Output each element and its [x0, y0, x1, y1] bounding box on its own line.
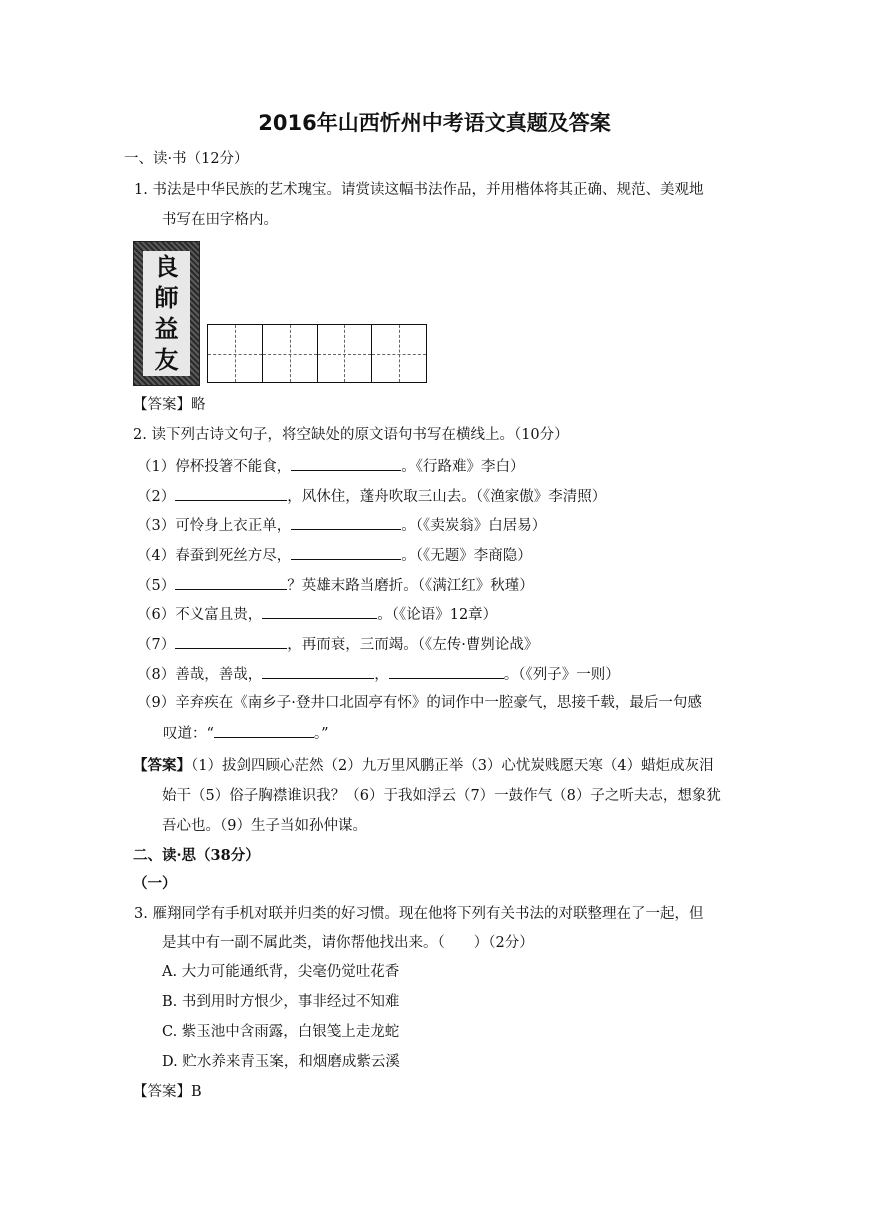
tianzige-cell[interactable]	[371, 325, 426, 382]
answer-blank[interactable]	[291, 514, 401, 530]
q2-item-4: （4）春蚕到死丝方尽， 。（《无题》李商隐）	[137, 544, 532, 566]
q3-option-a: A. 大力可能通纸背，尖毫仍觉吐花香	[162, 964, 400, 980]
q1-stem-line1: 1. 书法是中华民族的艺术瑰宝。请赏读这幅书法作品，并用楷体将其正确、规范、美观地	[134, 182, 704, 198]
tianzige-grid[interactable]	[207, 324, 427, 383]
tianzige-cell[interactable]	[262, 325, 317, 382]
q2-answer-line3: 吾心也。（9）生子当如孙仲谋。	[162, 818, 367, 834]
tianzige-cell[interactable]	[208, 325, 262, 382]
q2-answer-line1: 【答案】（1）拔剑四顾心茫然（2）九万里风鹏正举（3）心忧炭贱愿天寒（4）蜡炬成灰泪	[133, 757, 714, 774]
answer-blank[interactable]	[175, 574, 287, 590]
answer-blank[interactable]	[175, 633, 287, 649]
section1-heading: 一、读·书（12分）	[124, 151, 249, 167]
q2-item-9-line1: （9）辛弃疾在《南乡子·登井口北固亭有怀》的词作中一腔豪气，思接千载，最后一句感	[137, 695, 702, 711]
q2-item-2: （2） ，风休住，蓬舟吹取三山去。（《渔家傲》李清照）	[137, 485, 606, 507]
tianzige-cell[interactable]	[317, 325, 372, 382]
answer-blank[interactable]	[214, 722, 314, 738]
q2-stem: 2. 读下列古诗文句子，将空缺处的原文语句书写在横线上。（10分）	[133, 427, 569, 443]
q2-item-5: （5） ？英雄末路当磨折。（《满江红》秋瑾）	[137, 574, 534, 596]
q3-stem-line1: 3. 雁翔同学有手机对联并归类的好习惯。现在他将下列有关书法的对联整理在了一起，但	[134, 906, 704, 922]
q1-answer: 【答案】略	[133, 397, 206, 413]
calligraphy-image	[133, 241, 200, 386]
section2-heading: 二、读·思（38分）	[133, 847, 260, 864]
q2-item-3: （3）可怜身上衣正单， 。（《卖炭翁》白居易）	[137, 514, 546, 536]
q2-item-8: （8）善哉，善哉， ， 。（《列子》一则）	[137, 663, 620, 685]
section2-sub: （一）	[133, 875, 177, 892]
q3-stem-line2: 是其中有一副不属此类，请你帮他找出来。（ ）（2分）	[162, 935, 534, 951]
q2-item-6: （6）不义富且贵， 。（《论语》12章）	[137, 603, 497, 625]
answer-blank[interactable]	[175, 485, 287, 501]
q2-item-1: （1）停杯投箸不能食， 。《行路难》李白）	[137, 455, 524, 477]
calligraphy-char: 良	[154, 251, 179, 281]
q3-option-b: B. 书到用时方恨少，事非经过不知难	[162, 994, 400, 1010]
answer-blank[interactable]	[262, 603, 377, 619]
q3-option-c: C. 紫玉池中含雨露，白银笺上走龙蛇	[162, 1024, 400, 1040]
calligraphy-char: 益	[154, 314, 179, 344]
q2-item-7: （7） ，再而衰，三而竭。（《左传·曹刿论战》	[137, 633, 538, 655]
calligraphy-char: 友	[154, 345, 179, 375]
answer-blank[interactable]	[291, 544, 401, 560]
q3-option-d: D. 贮水养来青玉案，和烟磨成紫云溪	[162, 1054, 400, 1070]
q2-item-9-line2: 叹道：“ 。”	[163, 722, 329, 744]
answer-blank[interactable]	[389, 663, 504, 679]
calligraphy-char: 師	[154, 282, 179, 312]
answer-blank[interactable]	[291, 455, 401, 471]
answer-blank[interactable]	[262, 663, 374, 679]
q2-answer-line2: 始干（5）俗子胸襟谁识我？（6）于我如浮云（7）一鼓作气（8）子之听夫志，想象犹	[162, 788, 721, 804]
page-title: 2016年山西忻州中考语文真题及答案	[258, 111, 611, 135]
q1-stem-line2: 书写在田字格内。	[162, 212, 278, 228]
q3-answer: 【答案】B	[133, 1084, 202, 1100]
